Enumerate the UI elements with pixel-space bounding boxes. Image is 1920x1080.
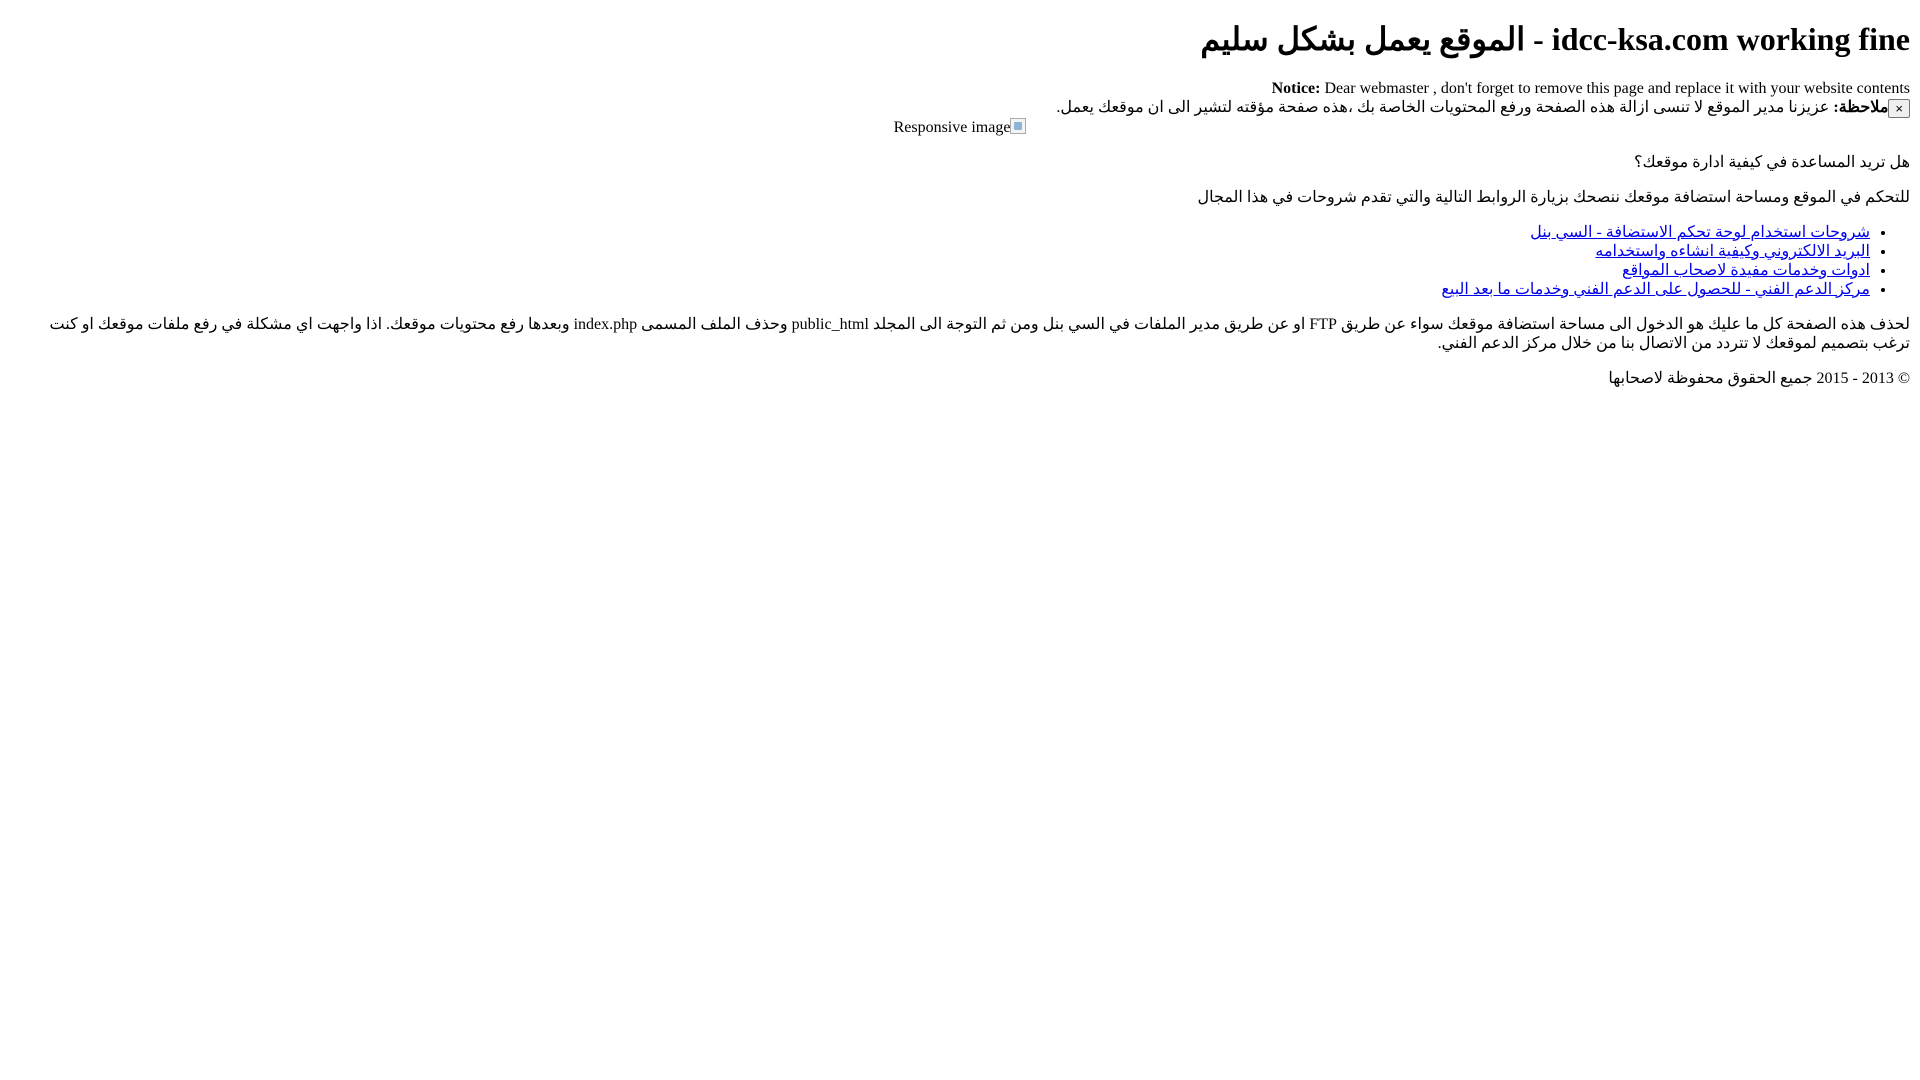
help-question: هل تريد المساعدة في كيفية ادارة موقعك؟ <box>1634 153 1910 171</box>
webmaster-tools-link[interactable]: ادوات وخدمات مفيدة لاصحاب المواقع <box>1621 261 1870 279</box>
help-intro: للتحكم في الموقع ومساحة استضافة موقعك ننصحك بزيارة الروابط التالية والتي تقدم شروحات في هذا المجال <box>1197 188 1910 206</box>
notice-arabic <box>10 98 1910 118</box>
notice-arabic-text: عزيزنا مدير الموقع لا تنسى ازالة هذه الصفحة ورفع المحتويات الخاصة بك ،هذه صفحة مؤقته لتشير الى ان موقعك يعمل. <box>1056 99 1834 116</box>
responsive-image-alt: Responsive image <box>893 118 1011 136</box>
responsive-image-container <box>10 118 1910 137</box>
page-title: idcc-ksa.com working fine - الموقع يعمل بشكل سليم <box>1200 21 1910 57</box>
email-guide-link[interactable]: البريد الالكتروني وكيفية انشاءه واستخدامه <box>1595 242 1870 260</box>
list-item <box>10 280 1870 299</box>
list-item <box>10 223 1870 242</box>
list-item <box>10 242 1870 261</box>
footer-copyright: © 2013 - 2015 جميع الحقوق محفوظة لاصحابها <box>1608 369 1910 387</box>
page <box>0 21 1920 388</box>
notice-english <box>10 79 1910 98</box>
list-item <box>10 261 1870 280</box>
notice-arabic-label: ملاحظة: <box>1833 99 1889 116</box>
broken-image-icon <box>1010 118 1026 134</box>
help-links-list <box>10 223 1910 299</box>
notice-english-label: Notice: <box>1271 80 1321 97</box>
close-button[interactable]: × <box>1888 99 1910 118</box>
notice-english-text: Dear webmaster , don't forget to remove this page and replace it with your website contents <box>1320 80 1910 97</box>
delete-instructions: لحذف هذه الصفحة كل ما عليك هو الدخول الى مساحة استضافة موقعك سواء عن طريق FTP او عن طريق مدير الملفات في السي بنل ومن ثم التوجة الى المجلد public_html وحذف الملف المسمى index.php وبعدها رفع محتويات موقعك. اذا واجهت اي مشكلة في رفع ملفات موقعك او كنت ترغب بتصميم لموقعك لا تتردد من الاتصال بنا من خلال مركز الدعم الفني. <box>49 315 1910 352</box>
cpanel-guide-link[interactable]: شروحات استخدام لوحة تحكم الاستضافة - السي بنل <box>1530 223 1870 241</box>
notice-alert <box>10 79 1910 118</box>
support-center-link[interactable]: مركز الدعم الفني - للحصول على الدعم الفني وخدمات ما بعد البيع <box>1441 280 1870 298</box>
